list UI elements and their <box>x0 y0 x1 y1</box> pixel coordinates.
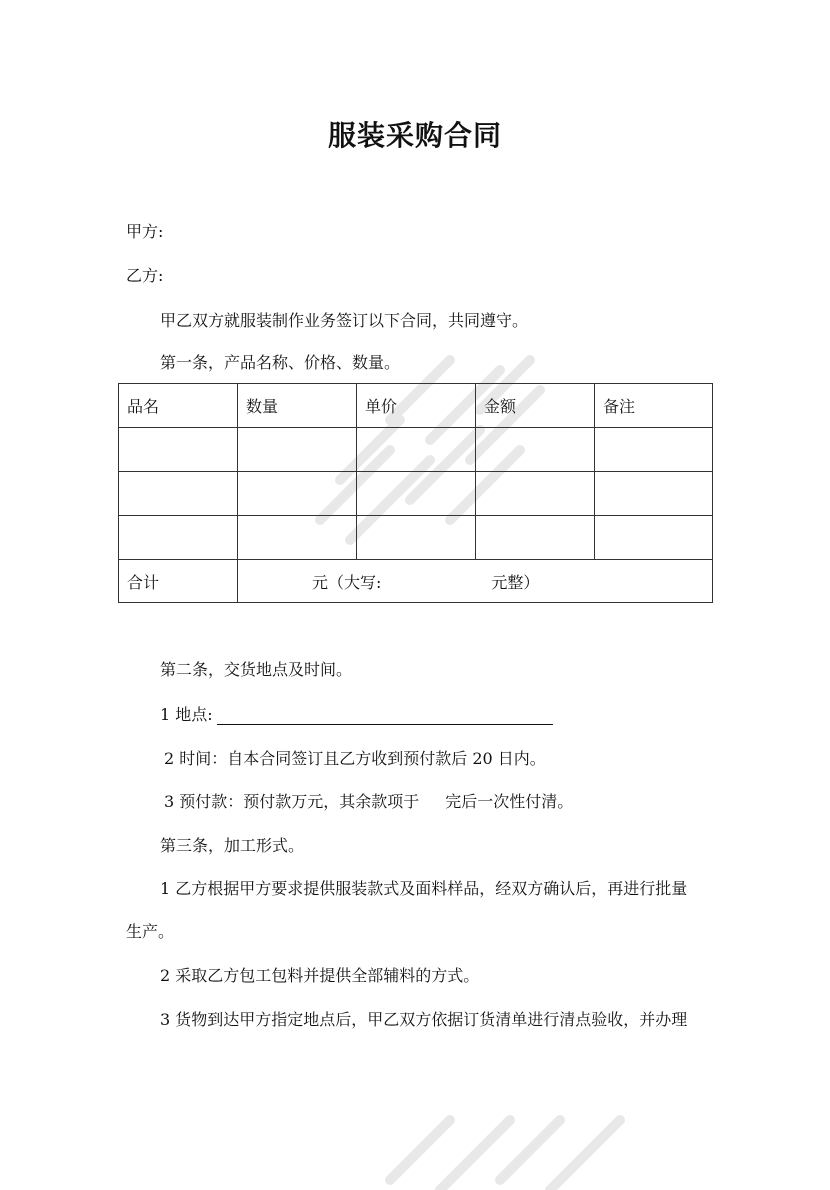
table-cell <box>357 428 476 472</box>
table-cell <box>119 428 238 472</box>
header-cell-remarks: 备注 <box>595 384 713 428</box>
delivery-time-line: 2 时间：自本合同签订且乙方收到预付款后 20 日内。 <box>164 749 546 768</box>
clause-3: 3 货物到达甲方指定地点后，甲乙双方依据订货清单进行清点验收，并办理 <box>160 1010 688 1029</box>
table-cell <box>238 472 357 516</box>
table-total-row <box>119 560 713 603</box>
total-value-cell <box>238 560 713 603</box>
product-table <box>118 383 713 603</box>
place-blank <box>217 706 553 725</box>
party-b-label: 乙方: <box>126 266 164 285</box>
table-row <box>119 516 713 560</box>
table-cell <box>357 516 476 560</box>
clause-1-line-2: 生产。 <box>126 922 175 941</box>
table-cell <box>119 516 238 560</box>
table-cell <box>357 472 476 516</box>
clause-2: 2 采取乙方包工包料并提供全部辅料的方式。 <box>160 966 480 985</box>
table-cell <box>238 428 357 472</box>
header-cell-amount: 金额 <box>476 384 595 428</box>
total-value <box>246 570 539 593</box>
place-label: 1 地点: <box>160 705 213 724</box>
table-row <box>119 472 713 516</box>
table-cell <box>476 428 595 472</box>
table-cell <box>119 472 238 516</box>
watermark-graphic-bottom <box>360 1080 660 1190</box>
table-cell <box>595 516 713 560</box>
header-cell-name: 品名 <box>119 384 238 428</box>
table-cell <box>595 428 713 472</box>
header-cell-quantity: 数量 <box>238 384 357 428</box>
total-text-left: 元（大写: <box>312 572 382 592</box>
prepay-text-right: 完后一次性付清。 <box>445 792 574 811</box>
table-header-row <box>119 384 713 428</box>
total-text-right: 元整） <box>491 572 540 592</box>
total-label: 合计 <box>119 560 238 603</box>
table-cell <box>476 516 595 560</box>
page-title: 服装采购合同 <box>327 119 502 152</box>
table-cell <box>595 472 713 516</box>
clause-1-line-1: 1 乙方根据甲方要求提供服装款式及面料样品，经双方确认后，再进行批量 <box>160 879 688 898</box>
article-2-heading: 第二条，交货地点及时间。 <box>160 660 353 679</box>
table-row <box>119 428 713 472</box>
prepayment-line <box>164 792 573 812</box>
header-cell-unit-price: 单价 <box>357 384 476 428</box>
article-3-heading: 第三条，加工形式。 <box>160 836 305 855</box>
prepay-text-left: 3 预付款：预付款万元，其余款项于 <box>164 792 420 811</box>
table-cell <box>238 516 357 560</box>
delivery-place-line <box>160 705 553 725</box>
table-cell <box>476 472 595 516</box>
party-a-label: 甲方: <box>126 222 164 241</box>
intro-paragraph: 甲乙双方就服装制作业务签订以下合同，共同遵守。 <box>160 311 529 330</box>
article-1-heading: 第一条，产品名称、价格、数量。 <box>160 353 401 372</box>
